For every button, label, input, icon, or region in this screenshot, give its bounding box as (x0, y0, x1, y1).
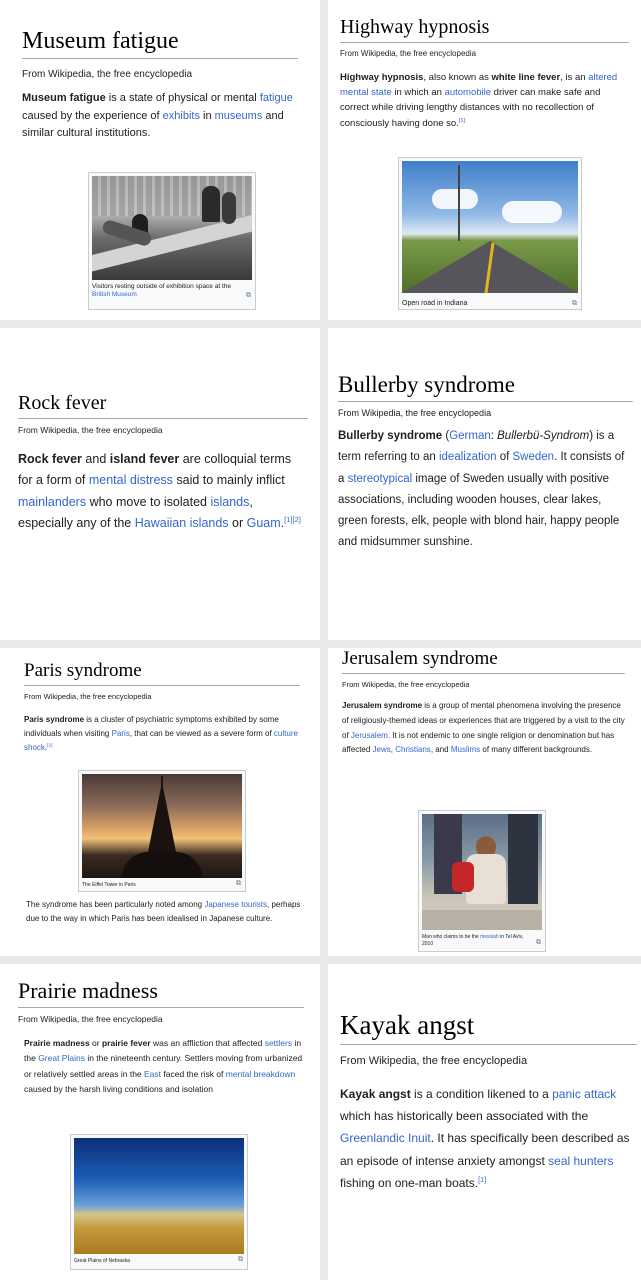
page-title: Prairie madness (18, 978, 304, 1008)
article-text: Kayak angst is a condition likened to a panic attack which has historically been associated with the Greenlandic Inuit. It has specifically been described as an episode of intense anxiety amongst seal hunters fishing on one-man boats.[1] (340, 1087, 630, 1190)
museum-photo[interactable] (92, 176, 252, 280)
article-text-paragraph-2: The syndrome has been particularly noted among Japanese tourists, perhaps due to the way in which Paris has been idealised in Japanese culture. (26, 900, 301, 923)
link-settlers[interactable]: settlers (264, 1038, 293, 1048)
image-caption: The Eiffel Tower in Paris ⧉ (82, 880, 241, 888)
image-caption: Great Plains of Nebraska ⧉ (74, 1256, 243, 1264)
page-title: Kayak angst (340, 1010, 637, 1045)
link-greenlandic-inuit[interactable]: Greenlandic Inuit (340, 1131, 431, 1146)
link-altered-mental-state[interactable]: altered mental state (340, 72, 618, 99)
link-stereotypical[interactable]: stereotypical (347, 472, 413, 485)
link-culture-shock[interactable]: culture shock (24, 729, 298, 752)
enlarge-icon[interactable]: ⧉ (238, 1256, 243, 1264)
link-seal-hunters[interactable]: seal hunters (548, 1153, 614, 1168)
enlarge-icon[interactable]: ⧉ (246, 291, 251, 299)
page-subtitle: From Wikipedia, the free encyclopedia (18, 1014, 163, 1024)
page-subtitle: From Wikipedia, the free encyclopedia (24, 692, 152, 701)
panel-highway-hypnosis (328, 0, 641, 320)
page-subtitle: From Wikipedia, the free encyclopedia (340, 1055, 528, 1067)
image-thumbnail[interactable] (70, 1134, 248, 1270)
page-subtitle: From Wikipedia, the free encyclopedia (340, 49, 477, 58)
link-british-museum[interactable]: British Museum (92, 291, 137, 299)
panel-jerusalem-syndrome (328, 648, 641, 956)
page-subtitle: From Wikipedia, the free encyclopedia (22, 69, 193, 80)
reference-link[interactable]: [1][2] (284, 514, 301, 524)
bold-term: Museum fatigue (22, 92, 106, 104)
link-jews[interactable]: Jews (372, 745, 391, 755)
link-hawaiian-islands[interactable]: Hawaiian islands (134, 515, 229, 530)
article-text: Rock fever and island fever are colloquial terms for a form of mental distress said to mainly inflict mainlanders who move to isolated islands, especially any of the Hawaiian islands or Guam.[1][2] (18, 452, 301, 530)
link-sweden[interactable]: Sweden (512, 451, 555, 464)
link-messiah[interactable]: messiah (480, 934, 499, 940)
link-idealization[interactable]: idealization (438, 451, 497, 464)
road-photo[interactable] (402, 161, 578, 293)
panel-kayak-angst (328, 964, 641, 1280)
link-german[interactable]: German (449, 430, 491, 442)
link-museums[interactable]: museums (214, 109, 263, 122)
link-mental-breakdown[interactable]: mental breakdown (225, 1068, 296, 1079)
page-subtitle: From Wikipedia, the free encyclopedia (18, 425, 163, 435)
great-plains-photo[interactable] (74, 1138, 244, 1254)
reference-link[interactable]: [1] (458, 117, 466, 124)
link-mainlanders[interactable]: mainlanders (18, 494, 87, 509)
image-caption: Open road in Indiana ⧉ (402, 300, 577, 307)
article-text: Prairie madness or prairie fever was an affliction that affected settlers in the Great Plains in the nineteenth century. Settlers moving from urbanized or relatively settled areas in the East faced the risk of mental breakdown caused by the harsh living conditions and isolation (24, 1038, 303, 1094)
image-caption: Man who claims to be the messiah in Tel Aviv, 2010 ⧉ (422, 934, 541, 947)
page-title: Museum fatigue (22, 28, 298, 59)
panel-museum-fatigue (0, 0, 320, 320)
page-title: Bullerby syndrome (338, 372, 633, 402)
image-thumbnail[interactable] (88, 172, 256, 310)
link-muslims[interactable]: Muslims (450, 745, 481, 755)
enlarge-icon[interactable]: ⧉ (236, 880, 241, 888)
link-mental-distress[interactable]: mental distress (88, 473, 173, 488)
panel-bullerby-syndrome (328, 328, 641, 640)
link-exhibits[interactable]: exhibits (162, 109, 200, 122)
page-title: Rock fever (18, 392, 308, 419)
link-jerusalem[interactable]: Jerusalem (350, 730, 388, 740)
link-christians[interactable]: Christians (395, 745, 431, 755)
link-automobile[interactable]: automobile (444, 87, 492, 99)
link-great-plains[interactable]: Great Plains (38, 1053, 85, 1064)
article-text: Museum fatigue is a state of physical or mental fatigue caused by the experience of exhibits in museums and similar cultural institutions. (22, 92, 293, 140)
panel-prairie-madness (0, 964, 320, 1280)
link-islands[interactable]: islands (210, 494, 250, 509)
link-panic-attack[interactable]: panic attack (552, 1087, 617, 1101)
image-thumbnail[interactable] (418, 810, 546, 952)
link-east[interactable]: East (144, 1068, 162, 1079)
article-text: Highway hypnosis, also known as white line fever, is an altered mental state in which an automobile driver can make safe and correct while driving lengthy distances with no recollection of consciously having done so.[1] (340, 72, 618, 129)
image-thumbnail[interactable] (398, 157, 582, 310)
page-title: Highway hypnosis (340, 16, 629, 43)
page-subtitle: From Wikipedia, the free encyclopedia (342, 680, 470, 689)
page-title: Paris syndrome (24, 660, 300, 686)
image-thumbnail[interactable] (78, 770, 246, 892)
panel-rock-fever (0, 328, 320, 640)
enlarge-icon[interactable]: ⧉ (572, 300, 577, 307)
panel-paris-syndrome (0, 648, 320, 956)
reference-link[interactable]: [1] (478, 1174, 487, 1184)
article-text: Bullerby syndrome (German: Bullerbü-Syndrom) is a term referring to an idealization of Sweden. It consists of a stereotypical image of Sweden usually with positive associations, including wooden houses, clear lakes, green forests, elk, people with blond hair, happy people and midsummer sunshine. (338, 430, 625, 549)
article-text: Paris syndrome is a cluster of psychiatric symptoms exhibited by some individuals when visiting Paris, that can be viewed as a severe form of culture shock.[1] (24, 715, 298, 752)
page-title: Jerusalem syndrome (342, 648, 625, 674)
image-caption: Visitors resting outside of exhibition space at the British Museum ⧉ (92, 283, 251, 299)
eiffel-tower-photo[interactable] (82, 774, 242, 878)
link-paris[interactable]: Paris (111, 729, 130, 738)
link-japanese-tourists[interactable]: Japanese tourists (204, 900, 268, 909)
reference-link[interactable]: [1] (47, 743, 53, 749)
link-fatigue[interactable]: fatigue (259, 92, 293, 104)
article-text: Jerusalem syndrome is a group of mental phenomena involving the presence of religiously-themed ideas or experiences that are triggered by a visit to the city of Jerusalem. It is not endemic to one single religion or denomination but has affected Jews, Christians, and Muslims of many different backgrounds. (342, 701, 625, 755)
link-guam[interactable]: Guam (246, 515, 281, 530)
messiah-photo[interactable] (422, 814, 542, 930)
page-subtitle: From Wikipedia, the free encyclopedia (338, 408, 492, 418)
enlarge-icon[interactable]: ⧉ (536, 938, 541, 946)
